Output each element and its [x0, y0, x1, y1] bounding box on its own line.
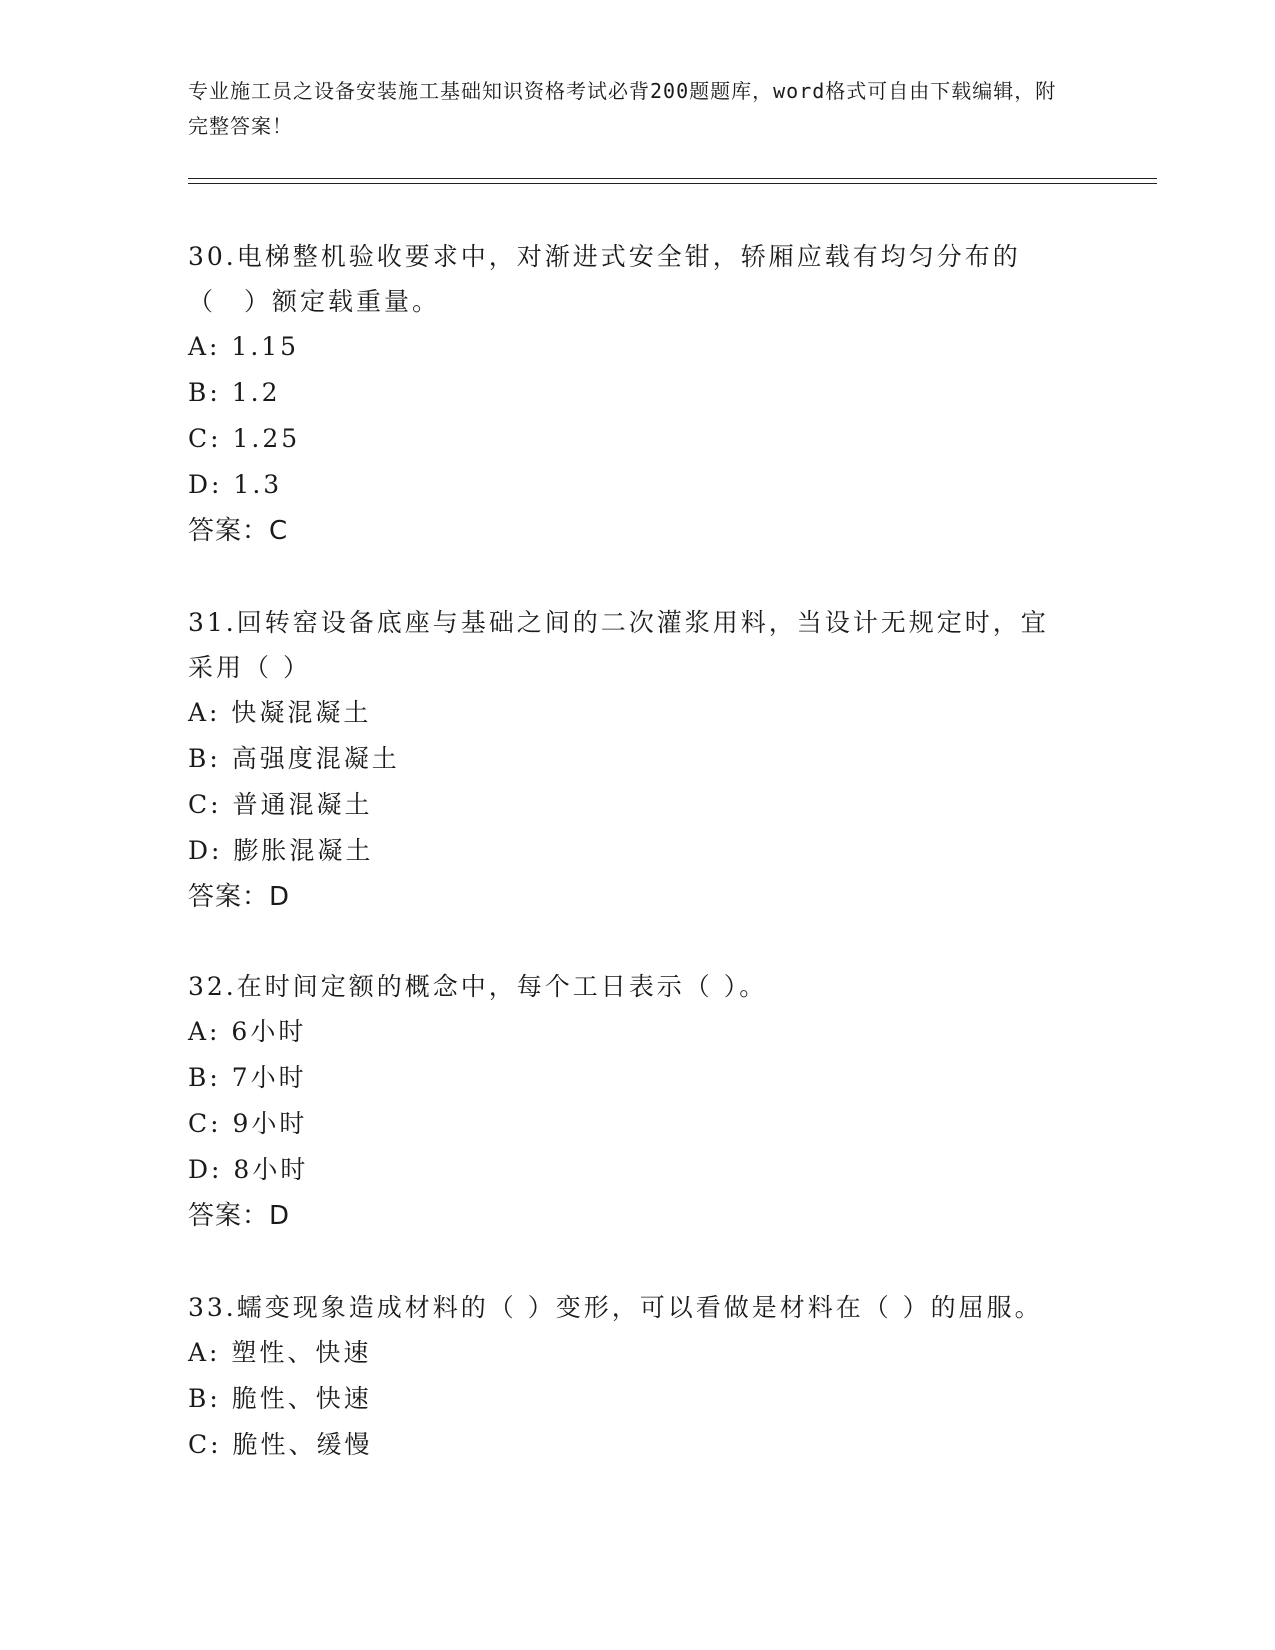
option-d: D: 1.3 — [188, 470, 283, 499]
option-a: A: 塑性、快速 — [188, 1338, 372, 1367]
answer-line: 答案：C — [188, 516, 289, 546]
header-divider-bottom — [188, 183, 1157, 184]
document-header: 专业施工员之设备安装施工基础知识资格考试必背200题题库，word格式可自由下载编辑，附完整答案！ — [188, 79, 1057, 138]
answer-line: 答案：D — [188, 882, 291, 912]
option-c: C: 9小时 — [188, 1109, 308, 1138]
question-30 — [188, 234, 1068, 554]
header-divider-top — [188, 178, 1157, 179]
question-stem: 31.回转窑设备底座与基础之间的二次灌浆用料，当设计无规定时，宜采用（ ） — [188, 608, 1049, 682]
answer-line: 答案：D — [188, 1201, 291, 1231]
question-33 — [188, 1285, 1068, 1468]
option-b: B: 1.2 — [188, 378, 281, 407]
option-c: C: 脆性、缓慢 — [188, 1430, 373, 1459]
option-c: C: 1.25 — [188, 424, 301, 453]
option-b: B: 高强度混凝土 — [188, 744, 400, 773]
option-a: A: 6小时 — [188, 1017, 307, 1046]
option-a: A: 1.15 — [188, 332, 300, 361]
option-a: A: 快凝混凝土 — [188, 698, 372, 727]
question-32 — [188, 964, 1068, 1239]
option-d: D: 8小时 — [188, 1155, 309, 1184]
question-stem: 30.电梯整机验收要求中，对渐进式安全钳，轿厢应载有均匀分布的（ ）额定载重量。 — [188, 242, 1021, 316]
question-31 — [188, 600, 1068, 920]
option-b: B: 脆性、快速 — [188, 1384, 372, 1413]
option-b: B: 7小时 — [188, 1063, 307, 1092]
question-stem: 33.蠕变现象造成材料的（ ）变形，可以看做是材料在（ ）的屈服。 — [188, 1293, 1043, 1322]
option-c: C: 普通混凝土 — [188, 790, 373, 819]
option-d: D: 膨胀混凝土 — [188, 836, 374, 865]
question-stem: 32.在时间定额的概念中，每个工日表示（ ）。 — [188, 972, 768, 1001]
